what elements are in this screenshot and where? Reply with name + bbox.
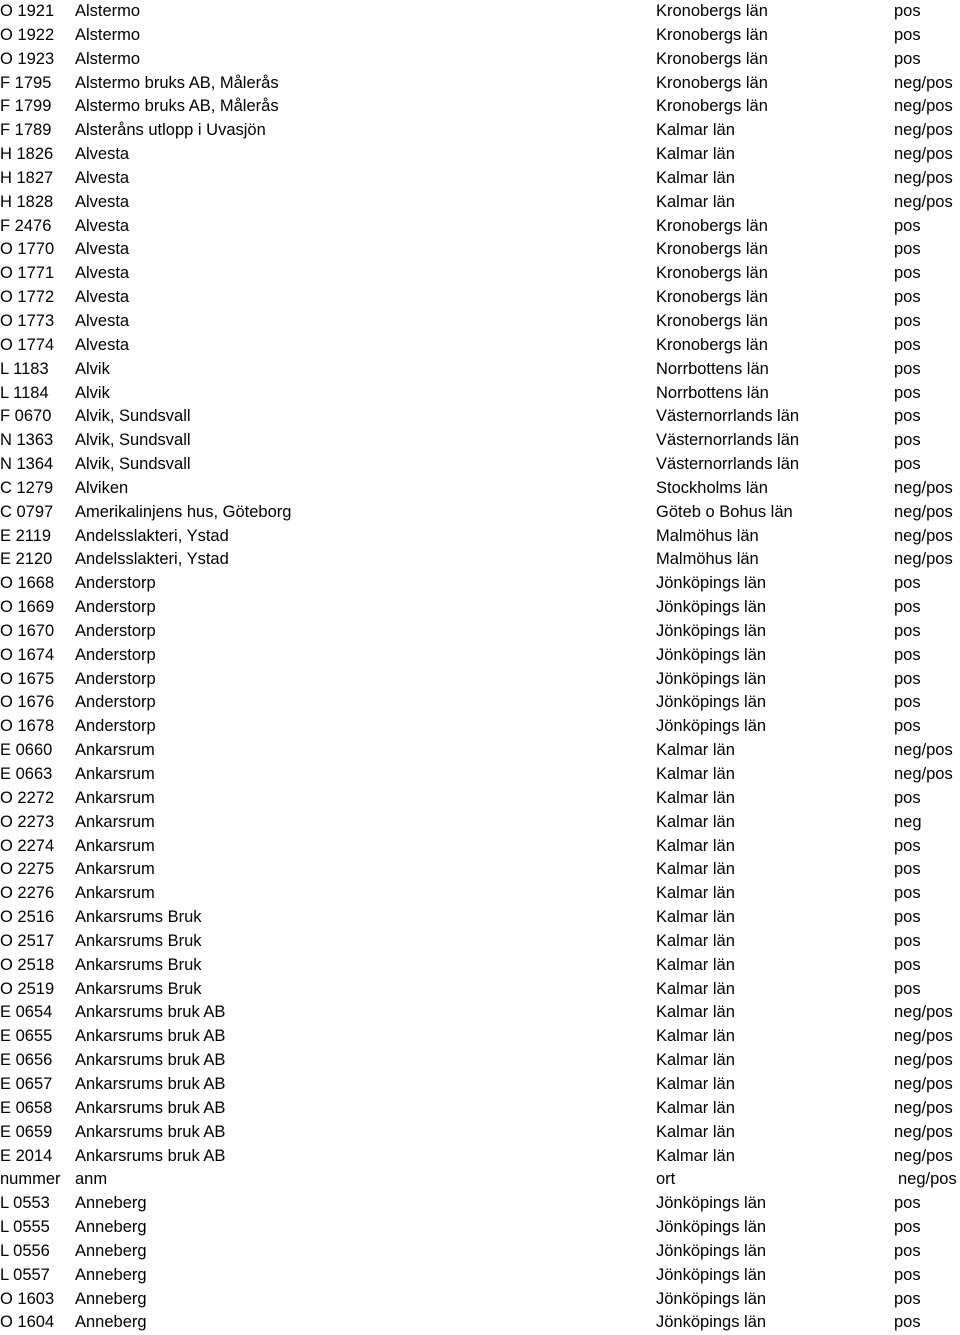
negpos-cell: pos xyxy=(894,1218,921,1237)
nummer-cell: F 2476 xyxy=(0,216,52,235)
table-row xyxy=(0,405,960,429)
nummer-cell: O 2273 xyxy=(0,812,55,831)
anm-cell: Ankarsrum xyxy=(75,812,155,831)
nummer-cell: O 1669 xyxy=(0,598,55,617)
anm-cell: Alvesta xyxy=(75,335,130,354)
ort-cell: Jönköpings län xyxy=(656,693,767,712)
negpos-cell: pos xyxy=(894,1241,921,1260)
nummer-cell: O 1603 xyxy=(0,1289,55,1308)
ort-cell: Norrbottens län xyxy=(656,383,769,402)
negpos-cell: pos xyxy=(894,860,921,879)
ort-cell: Kalmar län xyxy=(656,121,735,140)
ort-cell: Kalmar län xyxy=(656,979,735,998)
table-row xyxy=(0,1049,960,1073)
anm-cell: Anneberg xyxy=(75,1218,147,1237)
nummer-cell: E 0663 xyxy=(0,765,53,783)
nummer-cell: O 1674 xyxy=(0,645,55,664)
table-row xyxy=(0,739,960,763)
negpos-cell: pos xyxy=(894,49,921,68)
table-row xyxy=(0,787,960,811)
negpos-cell: pos xyxy=(894,717,921,736)
table-row xyxy=(0,0,960,24)
nummer-cell: H 1827 xyxy=(0,168,54,187)
ort-cell: Kronobergs län xyxy=(656,264,768,283)
table-row xyxy=(0,572,960,596)
negpos-cell: pos xyxy=(894,1265,921,1284)
anm-cell: Ankarsrum xyxy=(75,788,155,807)
table-row xyxy=(0,477,960,501)
anm-cell: Alvik, Sundsvall xyxy=(75,407,191,426)
table-row xyxy=(0,191,960,215)
ort-cell: Kalmar län xyxy=(656,145,735,164)
ort-cell: Jönköpings län xyxy=(656,717,767,736)
table-row xyxy=(0,167,960,191)
negpos-cell: neg/pos xyxy=(894,73,953,92)
table-row xyxy=(0,715,960,739)
ort-cell: Jönköpings län xyxy=(656,645,767,664)
table-row xyxy=(0,1264,960,1288)
negpos-cell: pos xyxy=(894,645,921,664)
negpos-cell: pos xyxy=(894,311,921,330)
anm-cell: Ankarsrums bruk AB xyxy=(75,1122,226,1141)
ort-cell: Kronobergs län xyxy=(656,2,768,20)
anm-cell: Ankarsrums Bruk xyxy=(75,908,202,927)
ort-cell: Kalmar län xyxy=(656,1027,735,1046)
ort-cell: Kalmar län xyxy=(656,1098,735,1117)
ort-cell: Kronobergs län xyxy=(656,216,768,235)
ort-cell: Kalmar län xyxy=(656,884,735,903)
ort-cell: Malmöhus län xyxy=(656,550,759,569)
negpos-cell: pos xyxy=(894,25,921,44)
anm-cell: Ankarsrum xyxy=(75,741,155,760)
ort-cell: Kalmar län xyxy=(656,1051,735,1070)
table-row xyxy=(0,954,960,978)
negpos-cell: pos xyxy=(894,931,921,950)
nummer-cell: O 1923 xyxy=(0,49,55,68)
anm-cell: Alvik, Sundsvall xyxy=(75,455,191,474)
nummer-cell: E 0658 xyxy=(0,1098,53,1117)
anm-cell: Ankarsrums bruk AB xyxy=(75,1146,226,1165)
nummer-cell: O 2272 xyxy=(0,788,55,807)
ort-cell: Jönköpings län xyxy=(656,574,767,593)
anm-cell: Anderstorp xyxy=(75,598,156,617)
anm-cell: Amerikalinjens hus, Göteborg xyxy=(75,502,292,521)
table-row xyxy=(0,1145,960,1169)
anm-cell: Ankarsrums bruk AB xyxy=(75,1027,226,1046)
negpos-cell: pos xyxy=(894,455,921,474)
negpos-cell: neg/pos xyxy=(894,1003,953,1022)
negpos-cell: neg/pos xyxy=(894,97,953,116)
negpos-cell: pos xyxy=(894,383,921,402)
ort-cell: Kalmar län xyxy=(656,168,735,187)
ort-cell: Stockholms län xyxy=(656,478,768,497)
table-row xyxy=(0,1073,960,1097)
anm-cell: Alviken xyxy=(75,478,129,497)
ort-cell: Kalmar län xyxy=(656,741,735,760)
negpos-cell: neg/pos xyxy=(894,121,953,140)
nummer-cell: F 0670 xyxy=(0,407,52,426)
table-row xyxy=(0,143,960,167)
table-row xyxy=(0,1121,960,1145)
negpos-cell: pos xyxy=(894,1194,921,1213)
table-row xyxy=(0,501,960,525)
anm-cell: Alvesta xyxy=(75,168,130,187)
ort-cell: Kronobergs län xyxy=(656,288,768,307)
anm-cell: Ankarsrum xyxy=(75,884,155,903)
ort-cell: Västernorrlands län xyxy=(656,407,800,426)
anm-cell: Andelsslakteri, Ystad xyxy=(75,526,229,545)
ort-cell: Jönköpings län xyxy=(656,621,767,640)
table-row xyxy=(0,668,960,692)
negpos-cell: pos xyxy=(894,621,921,640)
nummer-cell: O 1604 xyxy=(0,1313,55,1332)
anm-cell: Anderstorp xyxy=(75,621,156,640)
nummer-cell: E 0654 xyxy=(0,1003,53,1022)
anm-cell: Alstermo xyxy=(75,2,141,20)
table-row xyxy=(0,691,960,715)
ort-cell: Kronobergs län xyxy=(656,73,768,92)
anm-cell: anm xyxy=(75,1170,108,1189)
table-row xyxy=(0,1288,960,1312)
nummer-cell: O 2517 xyxy=(0,931,55,950)
ort-cell: Kronobergs län xyxy=(656,311,768,330)
negpos-cell: neg/pos xyxy=(894,741,953,760)
negpos-cell: pos xyxy=(894,574,921,593)
ort-cell: Kalmar län xyxy=(656,765,735,783)
negpos-cell: neg xyxy=(894,812,922,831)
anm-cell: Ankarsrums Bruk xyxy=(75,955,202,974)
table-row xyxy=(0,48,960,72)
nummer-cell: L 0553 xyxy=(0,1194,50,1213)
ort-cell: Kalmar län xyxy=(656,908,735,927)
anm-cell: Alvesta xyxy=(75,192,130,211)
anm-cell: Ankarsrums bruk AB xyxy=(75,1074,226,1093)
nummer-cell: O 1678 xyxy=(0,717,55,736)
nummer-cell: O 2275 xyxy=(0,860,55,879)
negpos-cell: pos xyxy=(894,264,921,283)
anm-cell: Anneberg xyxy=(75,1313,147,1332)
table-row xyxy=(0,1025,960,1049)
negpos-cell: pos xyxy=(894,836,921,855)
negpos-cell: neg/pos xyxy=(894,192,953,211)
ort-cell: Kronobergs län xyxy=(656,240,768,259)
ort-cell: Jönköpings län xyxy=(656,1289,767,1308)
anm-cell: Ankarsrum xyxy=(75,860,155,879)
table-row xyxy=(0,262,960,286)
negpos-cell: neg/pos xyxy=(894,1027,953,1046)
table-row xyxy=(0,644,960,668)
table-row xyxy=(0,1192,960,1216)
anm-cell: Alvik xyxy=(75,383,110,402)
table-row xyxy=(0,453,960,477)
negpos-cell: neg/pos xyxy=(894,1051,953,1070)
table-row xyxy=(0,1216,960,1240)
anm-cell: Alvesta xyxy=(75,240,130,259)
negpos-cell: pos xyxy=(894,288,921,307)
ort-cell: Kalmar län xyxy=(656,192,735,211)
negpos-cell: pos xyxy=(894,1313,921,1332)
table-row xyxy=(0,72,960,96)
table-row xyxy=(0,286,960,310)
table-row xyxy=(0,1001,960,1025)
negpos-cell: pos xyxy=(894,216,921,235)
ort-cell: Jönköpings län xyxy=(656,1313,767,1332)
negpos-cell: pos xyxy=(894,335,921,354)
table-row xyxy=(0,24,960,48)
ort-cell: Kalmar län xyxy=(656,1003,735,1022)
anm-cell: Alstermo bruks AB, Målerås xyxy=(75,73,279,92)
anm-cell: Anderstorp xyxy=(75,574,156,593)
negpos-cell: neg/pos xyxy=(894,765,953,783)
ort-cell: Kalmar län xyxy=(656,955,735,974)
nummer-cell: C 0797 xyxy=(0,502,54,521)
nummer-cell: O 1770 xyxy=(0,240,55,259)
table-row xyxy=(0,763,960,787)
header-row xyxy=(0,1168,960,1192)
nummer-cell: E 2120 xyxy=(0,550,53,569)
anm-cell: Ankarsrum xyxy=(75,765,155,783)
nummer-cell: O 2516 xyxy=(0,908,55,927)
nummer-cell: E 0655 xyxy=(0,1027,53,1046)
table-row xyxy=(0,382,960,406)
table-row xyxy=(0,215,960,239)
anm-cell: Anderstorp xyxy=(75,717,156,736)
anm-cell: Alstermo xyxy=(75,49,141,68)
nummer-cell: E 0659 xyxy=(0,1122,53,1141)
anm-cell: Anderstorp xyxy=(75,669,156,688)
table-row xyxy=(0,95,960,119)
nummer-cell: F 1789 xyxy=(0,121,52,140)
table-row xyxy=(0,525,960,549)
ort-cell: Kronobergs län xyxy=(656,97,768,116)
negpos-cell: neg/pos xyxy=(894,1122,953,1141)
nummer-cell: O 1668 xyxy=(0,574,55,593)
negpos-cell: pos xyxy=(894,693,921,712)
nummer-cell: O 1670 xyxy=(0,621,55,640)
ort-cell: Jönköpings län xyxy=(656,1241,767,1260)
nummer-cell: E 2014 xyxy=(0,1146,53,1165)
nummer-cell: O 1922 xyxy=(0,25,55,44)
negpos-cell: pos xyxy=(894,788,921,807)
negpos-cell: neg/pos xyxy=(894,1074,953,1093)
nummer-cell: E 0657 xyxy=(0,1074,53,1093)
ort-cell: Jönköpings län xyxy=(656,598,767,617)
anm-cell: Ankarsrums Bruk xyxy=(75,979,202,998)
negpos-cell: neg/pos xyxy=(894,550,953,569)
table-row xyxy=(0,930,960,954)
negpos-cell: pos xyxy=(894,669,921,688)
anm-cell: Alsteråns utlopp i Uvasjön xyxy=(75,121,266,140)
anm-cell: Anneberg xyxy=(75,1241,147,1260)
nummer-cell: L 1183 xyxy=(0,359,49,378)
negpos-cell: pos xyxy=(894,240,921,259)
table-row xyxy=(0,811,960,835)
anm-cell: Ankarsrums bruk AB xyxy=(75,1098,226,1117)
anm-cell: Alvesta xyxy=(75,311,130,330)
anm-cell: Alvesta xyxy=(75,288,130,307)
anm-cell: Alvik, Sundsvall xyxy=(75,431,191,450)
table-row xyxy=(0,119,960,143)
nummer-cell: L 0556 xyxy=(0,1241,50,1260)
table-row xyxy=(0,1097,960,1121)
table-row xyxy=(0,1240,960,1264)
nummer-cell: O 1676 xyxy=(0,693,55,712)
nummer-cell: H 1828 xyxy=(0,192,54,211)
negpos-cell: neg/pos xyxy=(894,502,953,521)
negpos-cell: pos xyxy=(894,1289,921,1308)
nummer-cell: H 1826 xyxy=(0,145,54,164)
nummer-cell: O 2519 xyxy=(0,979,55,998)
negpos-cell: neg/pos xyxy=(898,1170,957,1189)
negpos-cell: pos xyxy=(894,884,921,903)
nummer-cell: O 1771 xyxy=(0,264,55,283)
table-row xyxy=(0,1311,960,1335)
ort-cell: Västernorrlands län xyxy=(656,431,800,450)
ort-cell: Kalmar län xyxy=(656,788,735,807)
negpos-cell: pos xyxy=(894,407,921,426)
negpos-cell: pos xyxy=(894,979,921,998)
nummer-cell: L 0557 xyxy=(0,1265,50,1284)
anm-cell: Alstermo bruks AB, Målerås xyxy=(75,97,279,116)
table-row xyxy=(0,358,960,382)
table-row xyxy=(0,596,960,620)
ort-cell: Kalmar län xyxy=(656,836,735,855)
negpos-cell: neg/pos xyxy=(894,526,953,545)
nummer-cell: F 1795 xyxy=(0,73,52,92)
negpos-cell: pos xyxy=(894,955,921,974)
ort-cell: Kronobergs län xyxy=(656,25,768,44)
table-row xyxy=(0,906,960,930)
ort-cell: Norrbottens län xyxy=(656,359,769,378)
anm-cell: Alvik xyxy=(75,359,110,378)
anm-cell: Alvesta xyxy=(75,216,130,235)
table-row xyxy=(0,310,960,334)
anm-cell: Alstermo xyxy=(75,25,141,44)
ort-cell: Kalmar län xyxy=(656,931,735,950)
ort-cell: Kronobergs län xyxy=(656,49,768,68)
ort-cell: Kalmar län xyxy=(656,1074,735,1093)
anm-cell: Anneberg xyxy=(75,1194,147,1213)
anm-cell: Ankarsrums bruk AB xyxy=(75,1003,226,1022)
negpos-cell: pos xyxy=(894,908,921,927)
nummer-cell: N 1363 xyxy=(0,431,54,450)
negpos-cell: pos xyxy=(894,598,921,617)
anm-cell: Anderstorp xyxy=(75,693,156,712)
table-row xyxy=(0,429,960,453)
ort-cell: Göteb o Bohus län xyxy=(656,502,793,521)
nummer-cell: L 1184 xyxy=(0,383,49,402)
negpos-cell: pos xyxy=(894,359,921,378)
anm-cell: Ankarsrums Bruk xyxy=(75,931,202,950)
anm-cell: Alvesta xyxy=(75,145,130,164)
negpos-cell: pos xyxy=(894,431,921,450)
table-row xyxy=(0,835,960,859)
nummer-cell: N 1364 xyxy=(0,455,54,474)
nummer-cell: O 1921 xyxy=(0,2,55,20)
nummer-cell: O 2276 xyxy=(0,884,55,903)
anm-cell: Ankarsrum xyxy=(75,836,155,855)
anm-cell: Anneberg xyxy=(75,1265,147,1284)
table-row xyxy=(0,882,960,906)
nummer-cell: O 2518 xyxy=(0,955,55,974)
negpos-cell: neg/pos xyxy=(894,168,953,187)
table-row xyxy=(0,978,960,1002)
nummer-cell: O 1774 xyxy=(0,335,55,354)
nummer-cell: E 2119 xyxy=(0,526,52,545)
nummer-cell: C 1279 xyxy=(0,478,54,497)
ort-cell: Kronobergs län xyxy=(656,335,768,354)
ort-cell: Jönköpings län xyxy=(656,1265,767,1284)
nummer-cell: F 1799 xyxy=(0,97,52,116)
ort-cell: Malmöhus län xyxy=(656,526,759,545)
negpos-cell: neg/pos xyxy=(894,145,953,164)
negpos-cell: neg/pos xyxy=(894,1098,953,1117)
ort-cell: Kalmar län xyxy=(656,1122,735,1141)
table-row xyxy=(0,334,960,358)
anm-cell: Anderstorp xyxy=(75,645,156,664)
negpos-cell: neg/pos xyxy=(894,478,953,497)
ort-cell: Jönköpings län xyxy=(656,1194,767,1213)
anm-cell: Ankarsrums bruk AB xyxy=(75,1051,226,1070)
ort-cell: Kalmar län xyxy=(656,1146,735,1165)
anm-cell: Alvesta xyxy=(75,264,130,283)
ort-cell: ort xyxy=(656,1170,676,1189)
negpos-cell: neg/pos xyxy=(894,1146,953,1165)
nummer-cell: E 0656 xyxy=(0,1051,53,1070)
ort-cell: Jönköpings län xyxy=(656,669,767,688)
nummer-cell: O 1675 xyxy=(0,669,55,688)
ort-cell: Kalmar län xyxy=(656,860,735,879)
table-row xyxy=(0,238,960,262)
nummer-cell: O 1773 xyxy=(0,311,55,330)
ort-cell: Västernorrlands län xyxy=(656,455,800,474)
anm-cell: Andelsslakteri, Ystad xyxy=(75,550,229,569)
nummer-cell: E 0660 xyxy=(0,741,53,760)
ort-cell: Kalmar län xyxy=(656,812,735,831)
nummer-cell: nummer xyxy=(0,1170,61,1189)
anm-cell: Anneberg xyxy=(75,1289,147,1308)
negpos-cell: pos xyxy=(894,2,921,20)
nummer-cell: O 2274 xyxy=(0,836,55,855)
nummer-cell: O 1772 xyxy=(0,288,55,307)
table-row xyxy=(0,548,960,572)
ort-cell: Jönköpings län xyxy=(656,1218,767,1237)
table-row xyxy=(0,620,960,644)
table-row xyxy=(0,858,960,882)
nummer-cell: L 0555 xyxy=(0,1218,50,1237)
